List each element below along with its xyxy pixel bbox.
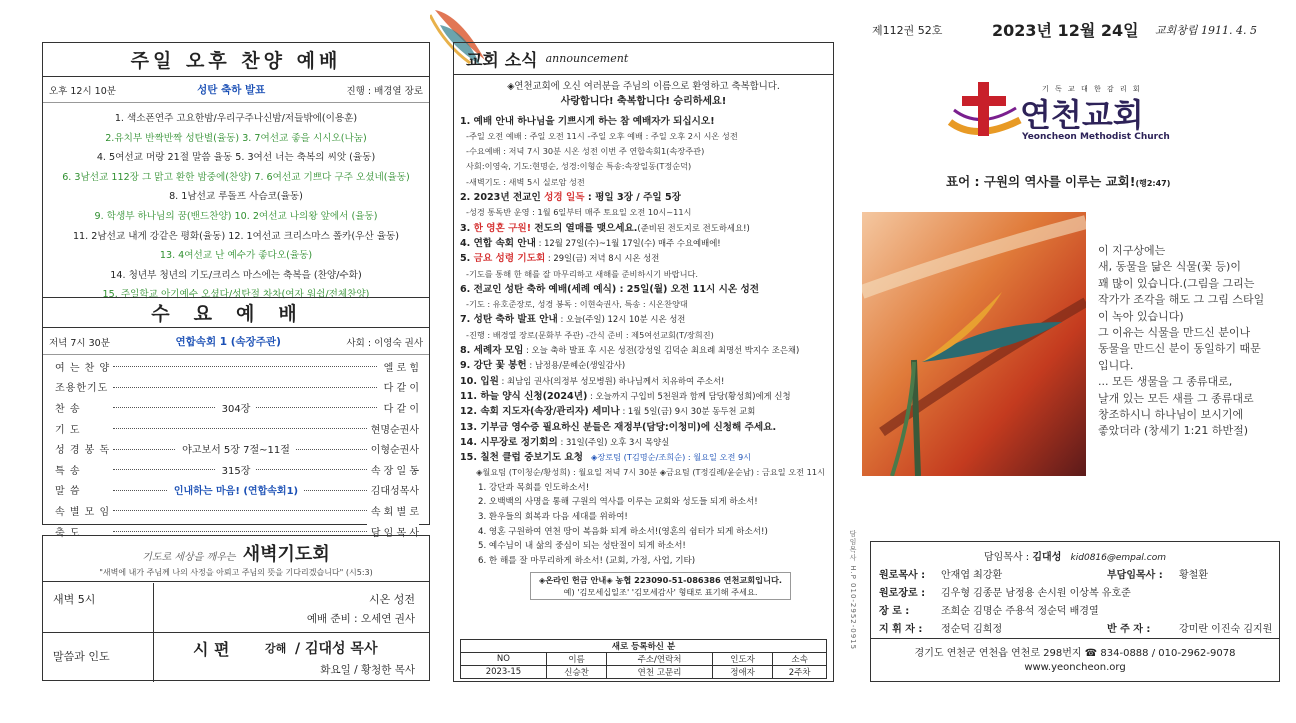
order-dots — [113, 531, 377, 532]
table-cell: 연천 고문리 — [607, 666, 713, 679]
item-title: 14. 시무장로 정기회의 — [460, 436, 558, 448]
order-label: 속 별 모 임 — [55, 506, 111, 518]
announcement-list — [454, 79, 833, 600]
devotional-line: 작가가 조각을 해도 그 그림 스타일 — [1098, 293, 1265, 307]
prayer-item: 1. 강단과 목회를 인도하소서! — [478, 482, 590, 493]
order-content — [43, 400, 429, 415]
item-detail: : 오늘(주일) 12시 10분 시온 성전 — [557, 314, 686, 325]
staff-names: 김우형 김종문 남정용 손시원 이상복 유호준 — [941, 588, 1131, 599]
item-detail: : 남정용/문혜순(생일감사) — [526, 360, 626, 371]
staff-row — [879, 584, 1279, 599]
table-header: 인도자 — [712, 653, 772, 666]
wednesday-event: 연합속회 1 (속장주관) — [175, 336, 281, 348]
announcement-item — [460, 389, 827, 404]
announcements-header — [454, 43, 833, 75]
sermon-label: 말씀과 인도 — [53, 650, 110, 663]
program-item: 6. 3남선교 112장 그 맑고 환한 밤중에(찬양) 7. 6여선교 기쁘다 구주 오셨네(율동) — [62, 171, 410, 183]
devotional-line: 동물을 만드신 분이 동일하기 때문 — [1098, 342, 1261, 356]
devotional-line: 창조하시니 하나님이 보시기에 — [1098, 408, 1244, 422]
tuesday-pastor: 화요일 / 황청한 목사 — [320, 664, 415, 676]
announcement-item — [460, 114, 827, 129]
wednesday-worship-info — [43, 329, 429, 355]
devotional-line: 이 지구상에는 — [1098, 244, 1166, 257]
announcement-item — [460, 374, 827, 389]
order-label: 말 씀 — [55, 486, 81, 498]
devotional-line: 새, 동물을 닮은 식물(꽃 등)이 — [1098, 260, 1241, 274]
newcomer-header-row — [461, 653, 827, 666]
staff-role: 지 휘 자 : — [879, 624, 923, 635]
staff-row — [879, 620, 1279, 635]
church-name: 연천교회 — [1020, 96, 1144, 134]
item-text: 하나님을 기쁘시게 하는 참 예배자가 되십시오! — [514, 115, 715, 127]
item-title: 11. 하늘 양식 신청(2024년) — [460, 390, 588, 402]
item-title: 6. 전교인 성탄 축하 예배(세례 예식) : 25일(월) 오전 11시 시온 성전 — [460, 283, 760, 295]
order-content-text: 304장 — [216, 404, 257, 415]
welcome-line2: 사랑합니다! 축복합니다! 승리하세요! — [560, 96, 727, 108]
table-row — [461, 666, 827, 679]
announcement-item — [460, 251, 827, 266]
order-content-text: 인내하는 마음! (연합속회1) — [168, 486, 304, 497]
order-row — [43, 377, 429, 398]
bird-of-paradise-painting — [862, 212, 1086, 476]
order-dots — [113, 510, 377, 511]
item-highlight: 성경 일독 — [544, 192, 585, 204]
program-item: 1. 색소폰연주 고요한밤/우리구주나신밤/저들밖에(이용훈) — [114, 113, 358, 124]
prayer-item: 5. 예수님이 내 삶의 중심이 되는 성탄절이 되게 하소서! — [478, 541, 686, 552]
staff-names: 안재엽 최강환 — [941, 570, 1003, 581]
dawn-prayer-time-row — [43, 583, 429, 633]
item-title: 3. — [460, 222, 474, 234]
table-header: 주소/연락처 — [607, 653, 713, 666]
program-item: 11. 2남선교 내게 강같은 평화(율동) 12. 1여선교 크리스마스 폴카(우산 율동) — [72, 230, 400, 242]
devotional-line: 날개 있는 모든 새를 그 종류대로 — [1098, 391, 1254, 405]
announcement-item — [460, 343, 827, 358]
program-item: 9. 학생부 하나님의 꿈(밴드찬양) 10. 2여선교 나의왕 앞에서 (율동) — [94, 210, 378, 222]
announcement-item — [460, 282, 827, 297]
item-title: 7. 성탄 축하 발표 안내 — [460, 314, 558, 326]
order-person: 엘 로 힘 — [380, 359, 419, 374]
announcement-item — [460, 358, 827, 373]
order-row — [43, 500, 429, 521]
item-title: 2. 2023년 전교인 — [460, 192, 545, 204]
newcomer-caption: 새로 등록하신 분 — [461, 640, 827, 653]
senior-pastor-name: 김대성 — [1032, 552, 1062, 563]
order-person: 속 장 일 동 — [367, 462, 419, 477]
order-content-text: 315장 — [216, 466, 257, 477]
program-item: 14. 청년부 청년의 기도/크리스 마스에는 축복을 (찬양/수화) — [110, 269, 362, 281]
item-sub: 사회:이영숙, 기도:현명순, 성경:이형순 특송:속장일동(T정순덕) — [466, 161, 692, 172]
order-label: 여 는 찬 양 — [55, 362, 111, 374]
devotional-line: 좋았더라 (창세기 1:21 하반절) — [1098, 424, 1249, 438]
staff-row — [879, 602, 1279, 617]
table-header: NO — [461, 653, 547, 666]
order-person: 이형순권사 — [367, 441, 419, 456]
item-sub: -기도 : 유호준장로, 성경 봉독 : 이현숙권사, 특송 : 시온찬양대 — [466, 299, 688, 310]
worship-leader: 진행 : 배경열 장로 — [346, 85, 423, 97]
item-detail: (준비된 전도지로 전도하세요!) — [637, 222, 750, 233]
order-person: 담 임 목 사 — [367, 524, 419, 539]
wednesday-host: 사회 : 이영숙 권사 — [346, 337, 423, 349]
church-motto — [946, 172, 1170, 190]
announcement-item — [460, 435, 827, 450]
prayer-item: 4. 영혼 구원하여 연천 땅이 복음화 되게 하소서!(영혼의 쉼터가 되게 하소서!) — [478, 526, 768, 537]
afternoon-worship-title: 주일 오후 찬양 예배 — [43, 43, 429, 77]
order-row — [43, 480, 429, 501]
order-row — [43, 438, 429, 459]
dawn-prayer-sermon-row — [43, 633, 429, 681]
devotional-line: ... 모든 생물을 그 종류대로, — [1098, 375, 1233, 389]
devotional-text — [1098, 243, 1264, 440]
worship-order — [43, 356, 429, 541]
founding-date: 교회창립 1911. 4. 5 — [1155, 24, 1257, 37]
table-cell: 2주차 — [773, 666, 827, 679]
order-label: 특 송 — [55, 465, 81, 477]
church-address: 경기도 연천군 연천읍 연천로 298번지 ☎ 834-0888 / 010-2962-9078 — [914, 648, 1236, 659]
dawn-prayer-kicker: 기도로 세상을 깨우는 — [142, 552, 236, 563]
senior-pastor-line — [871, 548, 1279, 563]
staff-names: 정순덕 김희정 — [941, 624, 1003, 635]
club-teams: ◈월요팀 (T이청순/황성희) : 월요일 저녁 7시 30분 ◈금요팀 (T정길례/윤순남) : 금요일 오전 11시 — [476, 467, 825, 478]
church-staff-panel — [870, 541, 1280, 682]
newcomer-table — [460, 639, 827, 679]
church-website: www.yeoncheon.org — [1024, 662, 1126, 673]
prayer-item: 3. 환우들의 회복과 다음 세대를 위하여! — [478, 511, 628, 522]
item-title: 13. 기부금 영수증 필요하신 분들은 재정부(담당:이청미)에 신청해 주세요. — [460, 421, 777, 433]
order-content-text: 야고보서 5장 7절~11절 — [176, 445, 296, 456]
item-text: 전도의 열매를 맺으세요. — [531, 222, 638, 234]
order-label: 성 경 봉 독 — [55, 445, 111, 457]
program-list — [43, 103, 429, 305]
order-dots — [113, 366, 377, 367]
item-title: 9. 강단 꽃 봉헌 — [460, 360, 527, 372]
staff-names: 강미란 이진숙 김지원 — [1179, 624, 1273, 635]
item-title: 15. 칠천 클럽 중보기도 요청 — [460, 452, 584, 464]
devotional-line: 그 이유는 식물을 만드신 분이나 — [1098, 326, 1251, 340]
staff-role: 부담임목사 : — [1107, 570, 1163, 581]
worship-event: 성탄 축하 발표 — [197, 84, 266, 96]
pastor-email: kid0816@empal.com — [1070, 553, 1166, 563]
order-label: 축 도 — [55, 527, 81, 539]
order-person: 현명순권사 — [367, 421, 419, 436]
devotional-line: 꽤 많이 있습니다.(그림을 그리는 — [1098, 276, 1255, 290]
item-highlight: 한 영혼 구원! — [473, 222, 532, 234]
wednesday-time: 저녁 7시 30분 — [49, 337, 110, 349]
order-row — [43, 418, 429, 439]
table-header: 소속 — [773, 653, 827, 666]
item-detail: : 12월 27일(수)~1월 17일(수) 매주 수요예배에! — [535, 237, 721, 248]
item-sub: -수요예배 : 저녁 7시 30분 시온 성전 이번 주 연합속회1(속장주관) — [466, 146, 705, 157]
order-person: 김대성목사 — [367, 482, 419, 497]
staff-role: 원로목사 : — [879, 570, 926, 581]
order-row — [43, 356, 429, 377]
staff-names: 황철환 — [1179, 570, 1208, 581]
table-cell: 정애자 — [712, 666, 772, 679]
announcements-panel — [453, 42, 834, 682]
announcement-item — [460, 404, 827, 419]
volume-number: 제112권 52호 — [872, 24, 943, 37]
item-detail: ◈장로팀 (T김명순/조희순) : 월요일 오전 9시 — [591, 452, 752, 463]
cross-logo-icon — [946, 80, 1026, 146]
vertical-pastor-phone: 담임목사 H.P 010-2952-0915 — [849, 530, 857, 651]
staff-role: 장 로 : — [879, 606, 910, 617]
item-text: : 평일 3장 / 주일 5장 — [584, 192, 681, 204]
item-detail: : 오늘까지 구입비 5천원과 함께 담당(황성희)에게 신청 — [587, 390, 791, 401]
program-item: 13. 4여선교 난 예수가 좋다오(율동) — [159, 250, 313, 262]
order-row — [43, 397, 429, 418]
order-label: 조용한기도 — [55, 383, 109, 395]
afternoon-worship-info — [43, 77, 429, 103]
program-item: 8. 1남선교 루돌프 사슴코(율동) — [169, 191, 303, 203]
prayer-item: 2. 오백백의 사명을 통해 구원의 역사를 이루는 교회와 성도들 되게 하소서! — [478, 497, 758, 508]
church-name-en: Yeoncheon Methodist Church — [1022, 132, 1170, 142]
item-highlight: 금요 성령 기도회 — [473, 253, 546, 265]
item-sub: -진행 : 배경열 장로(문화부 주관) -간식 준비 : 제5여선교회(T/장희진) — [466, 329, 714, 340]
item-detail: : 29일(금) 저녁 8시 시온 성전 — [545, 253, 660, 264]
church-denomination: 기 독 교 대 한 감 리 회 — [1042, 85, 1142, 93]
dawn-prep: 예배 준비 : 오세연 권사 — [306, 613, 415, 625]
item-detail: : 오늘 축하 발표 후 시온 성전(강성일 김덕순 최요례 최명선 박지수 조은채) — [523, 345, 800, 356]
devotional-line: 입니다. — [1098, 358, 1134, 372]
item-sub: -기도를 통해 한 해를 잘 마무리하고 새해를 준비하시기 바랍니다. — [466, 268, 699, 279]
dawn-prayer-header — [43, 536, 429, 582]
order-row — [43, 459, 429, 480]
order-person: 다 같 이 — [380, 400, 419, 415]
announcement-item — [460, 190, 827, 205]
worship-time: 오후 12시 10분 — [49, 85, 116, 97]
order-dots — [113, 387, 377, 388]
announcement-items — [460, 114, 827, 466]
devotional-line: 이 녹아 있습니다) — [1098, 309, 1184, 323]
prayer-requests — [460, 481, 827, 569]
online-offering — [530, 572, 791, 600]
announcements-title: 교회 소식 — [466, 51, 538, 71]
sermon-pastor: / 김대성 목사 — [295, 641, 378, 657]
staff-row — [879, 566, 1279, 581]
staff-role: 원로장로 : — [879, 588, 926, 599]
item-detail: : 최남임 권사(의정부 성모병원) 하나님께서 치유하여 주소서! — [498, 375, 725, 386]
dawn-time: 새벽 5시 — [53, 593, 96, 606]
item-title: 5. — [460, 253, 474, 265]
online-offering-text: ◈온라인 헌금 안내◈ 농협 223090-51-086386 연천교회입니다. — [538, 575, 783, 586]
motto-ref: (행2:47) — [1135, 179, 1171, 188]
sermon-type: 강해 — [265, 642, 287, 655]
senior-pastor-label: 담임목사 : — [983, 552, 1030, 563]
item-title: 8. 세례자 모임 — [460, 345, 524, 357]
item-title: 10. 입원 — [460, 375, 499, 387]
program-item: 15. 주일학교 아기예수 오셨다/성탄절 차차(여자 워쉽/전체찬양) — [102, 289, 370, 301]
dawn-prayer-title: 새벽기도회 — [242, 544, 330, 565]
announcements-title-en: announcement — [545, 52, 629, 65]
item-detail: : 1월 5일(금) 9시 30분 동두천 교회 — [619, 406, 756, 417]
prayer-item: 6. 한 해를 잘 마무리하게 하소서! (교회, 가정, 사업, 기타) — [478, 555, 696, 566]
order-label: 기 도 — [55, 424, 81, 436]
item-title: 1. 예배 안내 — [460, 115, 515, 127]
dawn-place: 시온 성전 — [368, 593, 415, 606]
dawn-prayer-quote: "새벽에 내가 주님께 나의 사정을 아뢰고 주님의 뜻을 기다리겠습니다" (시5:3) — [99, 568, 373, 577]
table-header: 이름 — [546, 653, 606, 666]
announcement-item — [460, 420, 827, 435]
announcement-item — [460, 312, 827, 327]
wednesday-worship-title: 수요예배 — [43, 297, 429, 328]
motto-text: 표어 : 구원의 역사를 이루는 교회! — [946, 174, 1136, 189]
dawn-prayer-panel — [42, 535, 430, 681]
order-person: 다 같 이 — [380, 379, 419, 394]
program-item: 4. 5여선교 머랑 21절 말씀 율동 5. 3여선 너는 축복의 씨앗 (율동) — [96, 152, 376, 164]
staff-role: 반 주 자 : — [1107, 624, 1151, 635]
item-title: 12. 속회 지도자(속장/관리자) 세미나 — [460, 406, 620, 418]
order-dots — [113, 428, 377, 429]
staff-names: 조희순 김명순 주용석 정순덕 배경열 — [941, 606, 1099, 617]
afternoon-worship-panel — [42, 42, 430, 539]
table-cell: 2023-15 — [461, 666, 547, 679]
bulletin-date: 2023년 12월 24일 — [992, 21, 1139, 40]
order-label: 찬 송 — [55, 403, 81, 415]
announcement-item — [460, 450, 827, 465]
order-person: 속 회 별 로 — [367, 503, 419, 518]
item-detail: : 31일(주일) 오후 3시 목양실 — [557, 436, 670, 447]
announcement-item — [460, 236, 827, 251]
announcement-item — [460, 221, 827, 236]
item-sub: -성경 통독반 운영 : 1월 6일부터 매주 토요일 오전 10시~11시 — [466, 207, 692, 218]
item-title: 4. 연합 속회 안내 — [460, 237, 536, 249]
item-sub: -새벽기도 : 새벽 5시 실로암 성전 — [466, 176, 585, 187]
table-cell: 신승찬 — [546, 666, 606, 679]
sermon-book: 시 편 — [193, 640, 230, 659]
program-item: 2.유치부 반짝반짝 성탄별(율동) 3. 7여선교 좋을 시시오(나눔) — [105, 132, 367, 144]
welcome-line: ◈연천교회에 오신 여러분을 주님의 이름으로 환영하고 축복합니다. — [507, 81, 780, 92]
item-sub: -주일 오전 예배 : 주일 오전 11시 -주일 오후 예배 : 주일 오후 2시 시온 성전 — [466, 130, 738, 141]
online-offering-note: 예) '김모세십일조' '김모세감사' 형태로 표기해 주세요. — [563, 587, 758, 598]
church-logo — [946, 80, 1196, 150]
